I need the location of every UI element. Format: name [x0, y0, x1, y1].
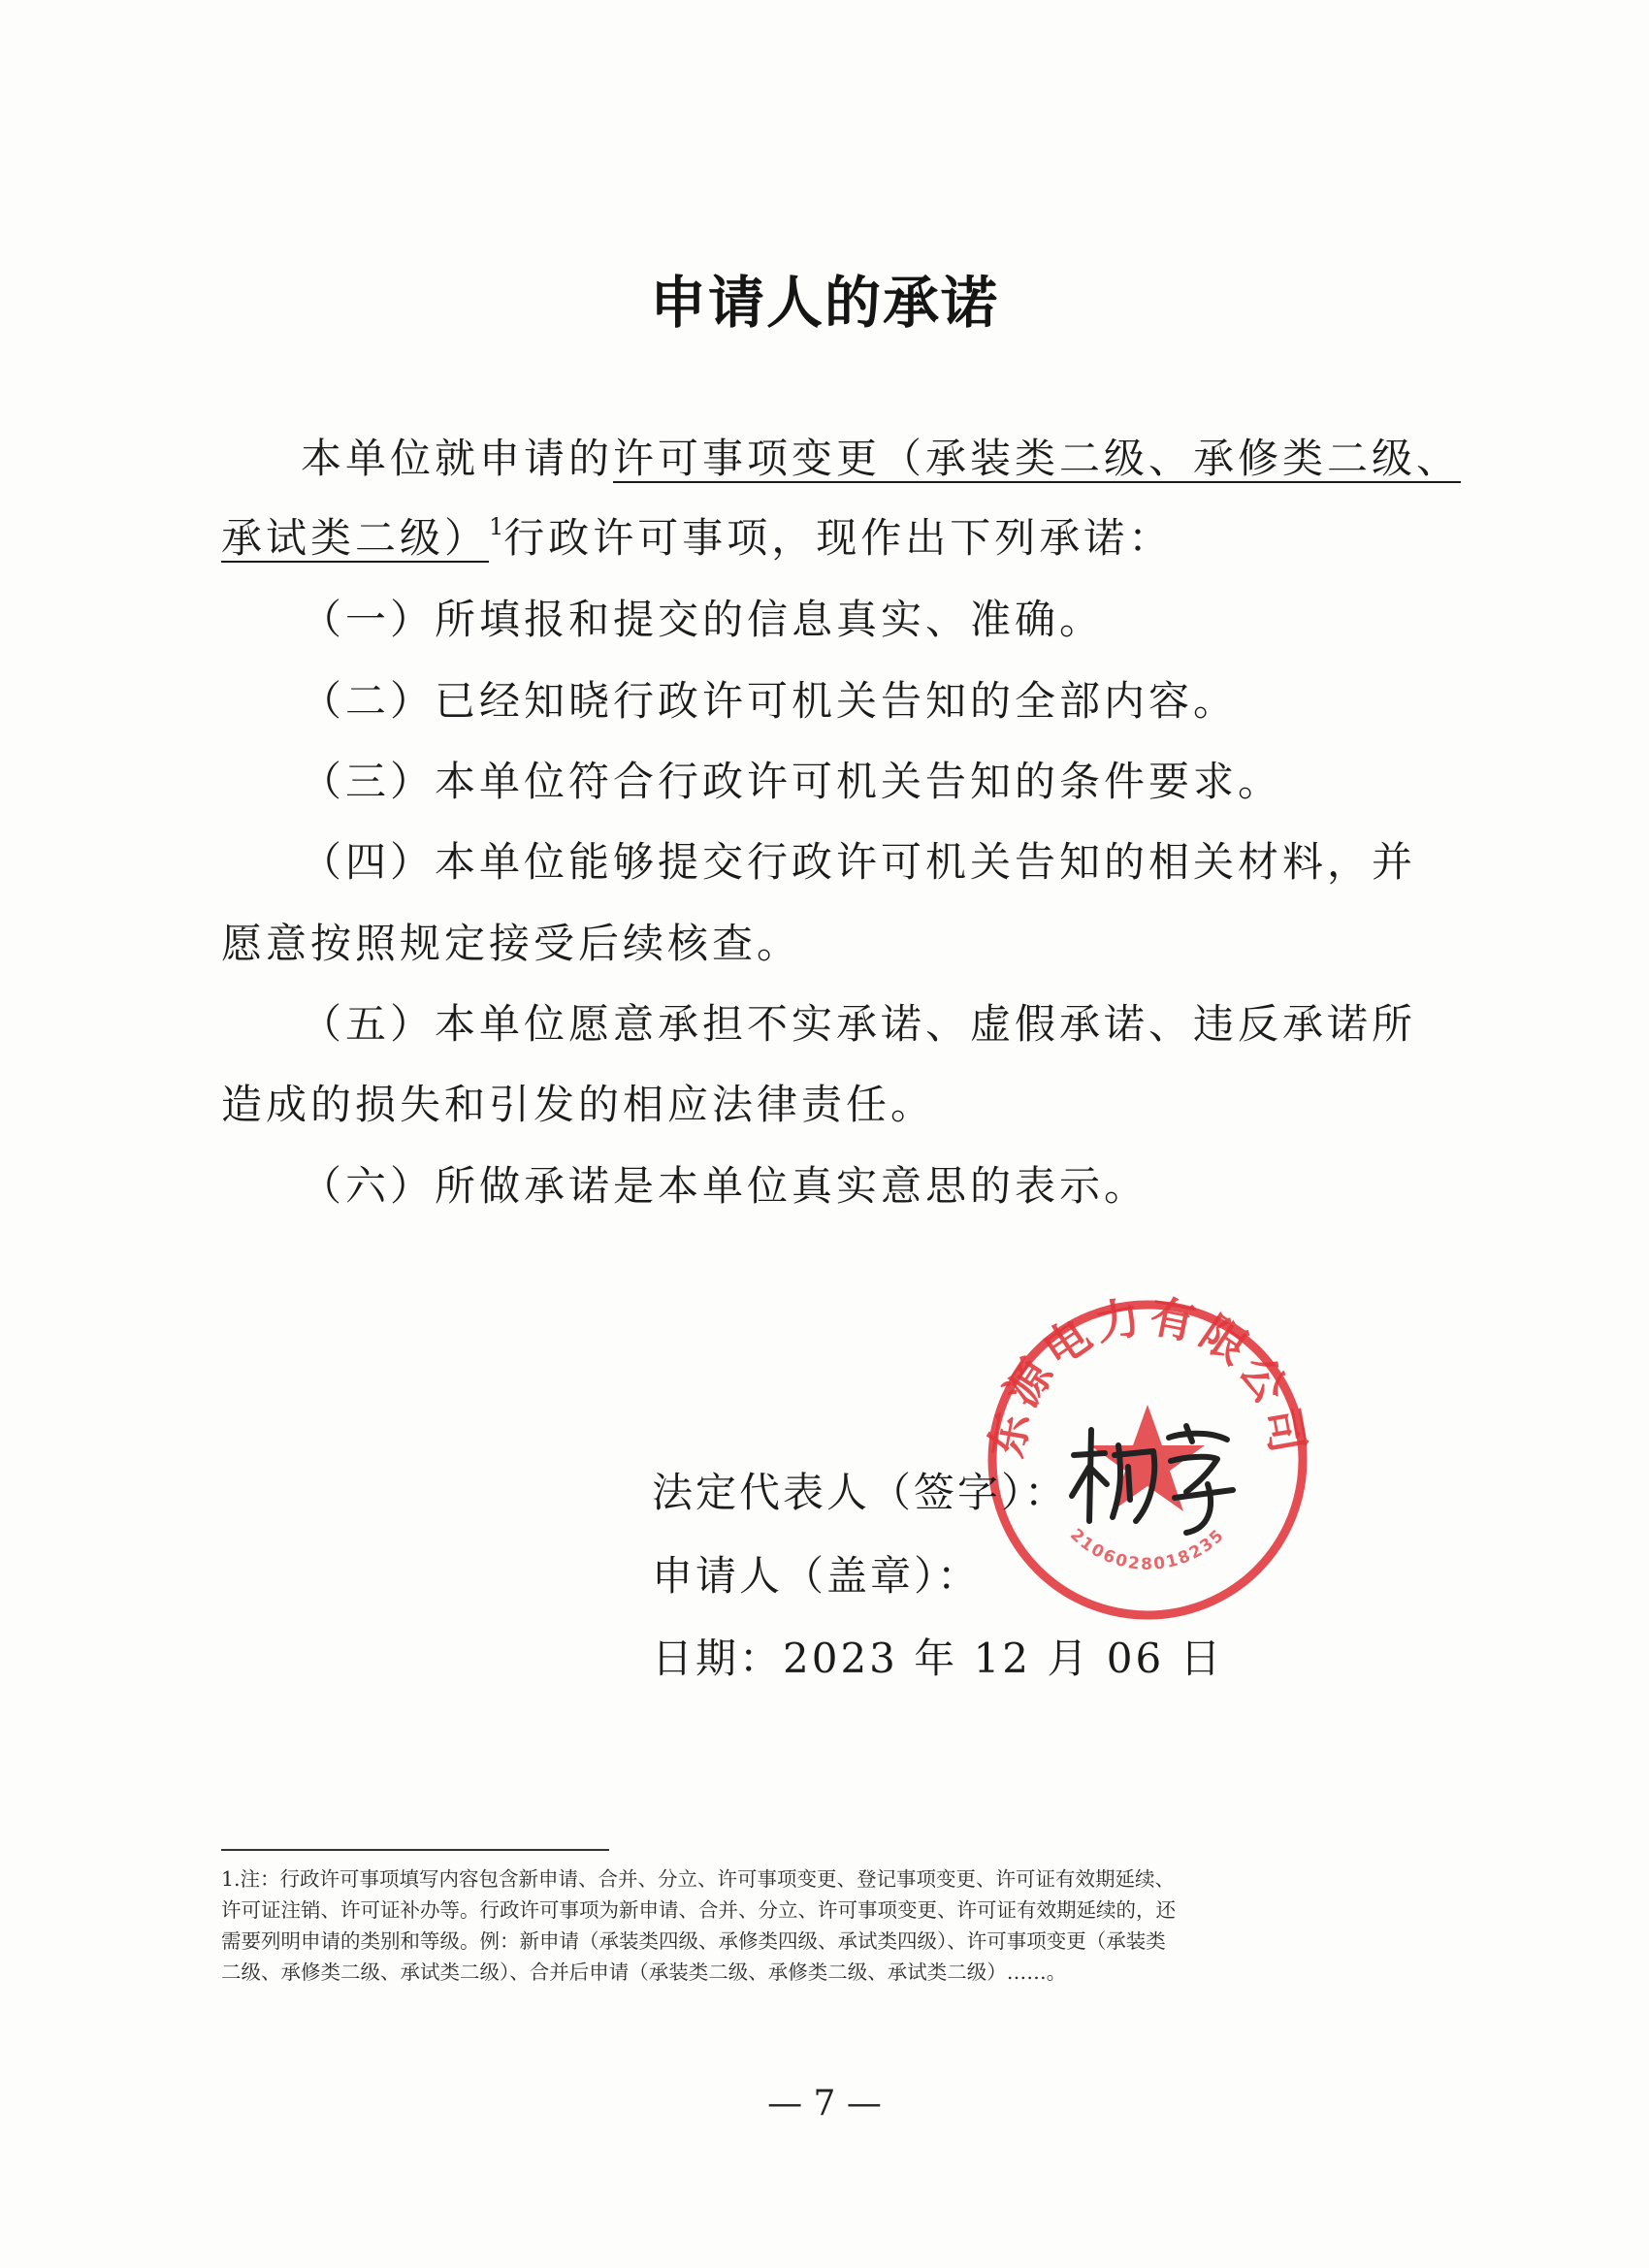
intro-line-1	[301, 427, 1461, 485]
commitment-item-1: （一）所填报和提交的信息真实、准确。	[301, 596, 1105, 643]
page-number: — 7 —	[767, 2084, 882, 2123]
seal-number: 2106028018235	[1066, 1525, 1229, 1574]
commitment-item-5-cont: 造成的损失和引发的相应法律责任。	[221, 1081, 936, 1128]
commitment-item-6: （六）所做承诺是本单位真实意思的表示。	[301, 1162, 1149, 1210]
intro-line-2	[221, 506, 1173, 565]
intro-underlined-1: 许可事项变更（承装类二级、承修类二级、	[613, 435, 1462, 482]
footnote-divider	[221, 1849, 609, 1851]
footnote-line-4: 二级、承修类二级、承试类二级）、合并后申请（承装类二级、承修类二级、承试类二级）……。	[221, 1960, 1067, 1984]
document-title: 申请人的承诺	[649, 270, 999, 336]
seal-name: 东源电力有限公司	[980, 1290, 1315, 1462]
commitment-item-4-cont: 愿意按照规定接受后续核查。	[221, 920, 802, 967]
footnote-line-1: 1.注：行政许可事项填写内容包含新申请、合并、分立、许可事项变更、登记事项变更、许可证有效期延续、	[221, 1867, 1176, 1891]
commitment-item-4: （四）本单位能够提交行政许可机关告知的相关材料，并	[301, 838, 1417, 886]
date-label: 日期：2023 年 12 月 06 日	[652, 1635, 1224, 1682]
intro-lead: 本单位就申请的	[301, 435, 614, 482]
footnote-line-2: 许可证注销、许可证补办等。行政许可事项为新申请、合并、分立、许可事项变更、许可证有效期延续的，还	[221, 1898, 1176, 1922]
commitment-item-5: （五）本单位愿意承担不实承诺、虚假承诺、违反承诺所	[301, 1000, 1417, 1048]
applicant-seal-label: 申请人（盖章）：	[652, 1552, 982, 1600]
intro-underlined-2: 承试类二级）	[221, 514, 490, 562]
legal-rep-label: 法定代表人（签字）：	[652, 1469, 1069, 1516]
handwritten-signature	[1062, 1416, 1246, 1542]
footnote-line-3: 需要列明申请的类别和等级。例：新申请（承装类四级、承修类四级、承试类四级）、许可事项变更（承装类	[221, 1929, 1166, 1953]
commitment-item-3: （三）本单位符合行政许可机关告知的条件要求。	[301, 758, 1283, 805]
commitment-item-2: （二）已经知晓行政许可机关告知的全部内容。	[301, 677, 1239, 725]
intro-rest: 行政许可事项，现作出下列承诺：	[503, 514, 1174, 562]
footnote-marker: 1	[489, 513, 504, 540]
